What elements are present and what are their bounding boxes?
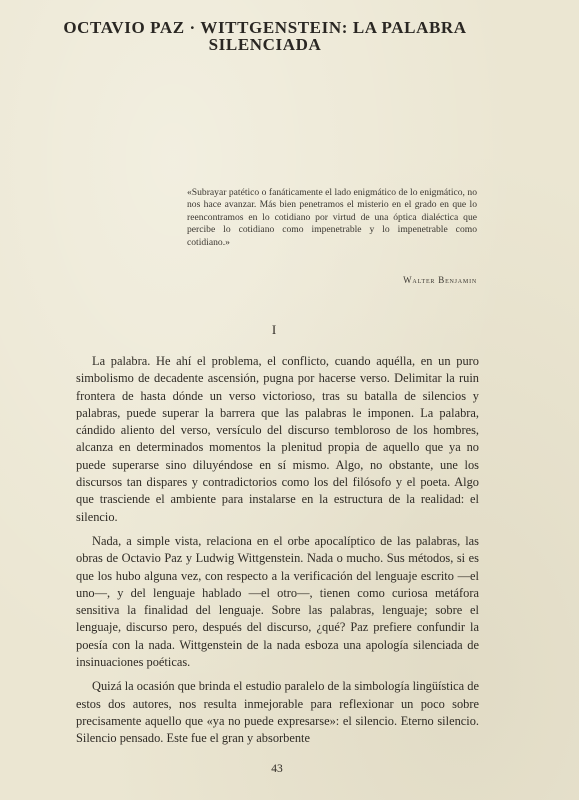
paragraph: La palabra. He ahí el problema, el conflicto, cuando aquélla, en un puro simbolismo de decadente ascensión, pugna por hacerse verso. Delimitar la ruin frontera de hasta dónde un verso victorioso, tras su batalla de silencios y palabras, puede superar la barrera que las palabras le imponen. La palabra, cándido aliento del verso, versículo del discurso tembloroso de los hombres, alcanza en determinados momentos la plenitud propia de aquello que ya no puede superarse sino diluyéndose en sí mismo. Algo, no obstante, une los discursos tan dispares y contradictorios como los del filósofo y el poeta. Algo que trasciende el ambiente para instalarse en la estructura de la realidad: el silencio. <box>76 354 479 524</box>
paragraph: Nada, a simple vista, relaciona en el orbe apocalíptico de las palabras, las obras de Octavio Paz y Ludwig Wittgenstein. Nada o mucho. Sus métodos, si es que los hubo alguna vez, con respecto a la verificación del lenguaje escrito —el uno—, y del lenguaje hablado —el otro—, tienen como curiosa metáfora sensitiva la finalidad del lenguaje. Sobre las palabras, lenguaje; sobre el lenguaje, discurso pero, después del discurso, ¿qué? Paz prefiere confundir la poesía con la nada. Wittgenstein de la nada esboza una apología silenciada de insinuaciones poéticas. <box>76 533 479 670</box>
epigraph-quote: «Subrayar patético o fanáticamente el lado enigmático de lo enigmático, no nos hace avanzar. Más bien penetramos el misterio en el grado en que lo reencontramos en lo cotidiano por virtud de una óptica dialéctica que percibe lo cotidiano como impenetrable y lo impenetrable como cotidiano.» <box>187 187 477 248</box>
chapter-title-line-2: SILENCIADA <box>208 35 322 54</box>
page-number: 43 <box>271 763 283 775</box>
chapter-title <box>60 19 470 53</box>
chapter-title-line-1: OCTAVIO PAZ · WITTGENSTEIN: LA PALABRA <box>63 18 467 37</box>
body-text <box>76 353 479 755</box>
epigraph-author: Walter Benjamin <box>403 275 477 285</box>
section-number: I <box>271 322 277 337</box>
paragraph: Quizá la ocasión que brinda el estudio paralelo de la simbología lingüística de estos dos autores, nos resulta inmejorable para reflexionar un poco sobre precisamente aquello que «ya no puede expresarse»: el silencio. Eterno silencio. Silencio pensado. Este fue el gran y absorbente <box>76 679 479 746</box>
